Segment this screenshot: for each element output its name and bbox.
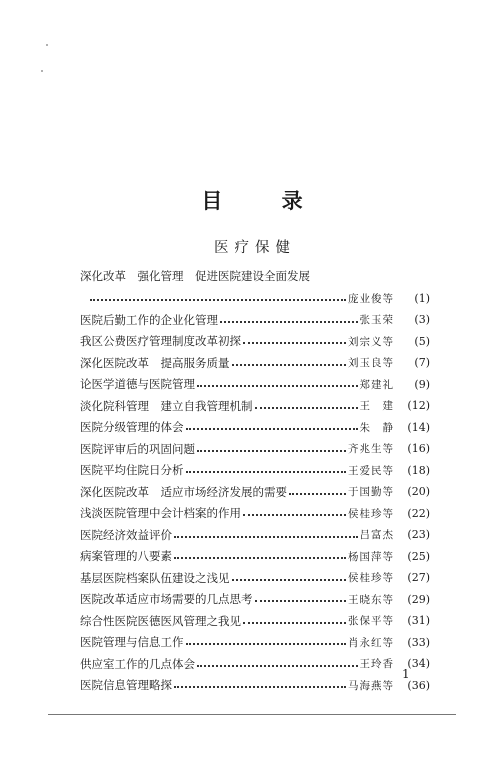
- toc-entry: [80, 546, 430, 568]
- dot-leader: [232, 579, 347, 581]
- toc-entry-title: 深化改革 强化管理 促进医院建设全面发展: [80, 269, 310, 283]
- toc-entry-author: 侯桂珍等: [348, 507, 394, 520]
- toc-entry-page: (34): [407, 657, 430, 671]
- dot-leader: [243, 342, 346, 344]
- toc-entry-author: 王玲香: [359, 658, 394, 671]
- toc-entry-title: 深化医院改革 提高服务质量: [80, 355, 230, 370]
- toc-entry-author: 王 建: [359, 400, 394, 413]
- toc-entry-title: 淡化院科管理 建立自我管理机制: [80, 398, 253, 413]
- toc-entry-author: 刘玉良等: [348, 357, 394, 370]
- page-title: 目 录: [201, 188, 329, 213]
- dot-leader: [186, 643, 347, 645]
- toc-entry-author: 侯桂珍等: [348, 572, 394, 585]
- toc-entry: [80, 395, 430, 417]
- dot-leader: [220, 321, 358, 323]
- dot-leader: [174, 686, 346, 688]
- toc-entry-page: (20): [407, 485, 430, 499]
- toc-entry: [80, 438, 430, 460]
- toc-entry-title: 医院管理与信息工作: [80, 635, 184, 650]
- dot-leader: [197, 450, 346, 452]
- toc-entry-author: 吕富杰: [359, 529, 394, 542]
- toc-entry-page: (7): [414, 356, 430, 370]
- toc-entry-title: 供应室工作的几点体会: [80, 656, 195, 671]
- dot-leader: [197, 385, 358, 387]
- toc-entry-title: 基层医院档案队伍建设之浅见: [80, 570, 230, 585]
- toc-entry-title: 医院评审后的巩固问题: [80, 441, 195, 456]
- toc-entry: [80, 460, 430, 482]
- toc-entry: [80, 266, 430, 309]
- toc-entry-page: (1): [414, 291, 430, 305]
- toc-entry: [80, 352, 430, 374]
- toc-entry-page: (23): [407, 528, 430, 542]
- toc-entry-author: 庞业俊等: [348, 292, 394, 305]
- toc-entry: [80, 589, 430, 611]
- dot-leader: [197, 665, 358, 667]
- toc-entry-page: (9): [414, 377, 430, 391]
- dot-leader: [186, 428, 358, 430]
- dot-leader: [174, 536, 358, 538]
- toc-entry-page: (29): [407, 592, 430, 606]
- toc-entry-page: (36): [407, 678, 430, 692]
- dot-leader: [243, 514, 346, 516]
- toc-entry-page: (27): [407, 571, 430, 585]
- page-number: 1: [402, 667, 410, 681]
- toc-entry-title: 医院平均住院日分析: [80, 463, 184, 478]
- dot-leader: [255, 600, 347, 602]
- toc-entry-page: (3): [414, 313, 430, 327]
- scan-speck: [41, 70, 43, 72]
- section-heading: 医疗保健: [214, 240, 296, 256]
- dot-leader: [90, 299, 346, 301]
- toc-entry-page: (22): [407, 506, 430, 520]
- dot-leader: [232, 364, 347, 366]
- toc-entry-page: (18): [407, 463, 430, 477]
- toc-entry-page: (31): [407, 614, 430, 628]
- toc-entry-title: 深化医院改革 适应市场经济发展的需要: [80, 484, 287, 499]
- toc-entry-page: (14): [407, 420, 430, 434]
- toc-entry-title: 医院经济效益评价: [80, 527, 172, 542]
- scan-speck: [46, 44, 48, 46]
- toc-entry-title: 论医学道德与医院管理: [80, 377, 195, 392]
- toc-entry: [80, 524, 430, 546]
- table-of-contents: [80, 266, 430, 696]
- toc-entry-author: 于国勤等: [348, 486, 394, 499]
- toc-entry-author: 朱 静: [359, 421, 394, 434]
- toc-entry: [80, 374, 430, 396]
- toc-entry-title: 医院改革适应市场需要的几点思考: [80, 592, 253, 607]
- toc-entry-title: 浅淡医院管理中会计档案的作用: [80, 506, 241, 521]
- toc-entry-author: 张玉荣: [359, 314, 394, 327]
- toc-entry: [80, 675, 430, 697]
- toc-entry: [80, 503, 430, 525]
- dot-leader: [255, 407, 358, 409]
- toc-entry-title: 我区公费医疗管理制度改革初探: [80, 334, 241, 349]
- dot-leader: [289, 493, 346, 495]
- toc-entry-author: 王晓东等: [348, 593, 394, 606]
- bottom-rule: [48, 714, 456, 715]
- toc-entry-page: (16): [407, 442, 430, 456]
- toc-entry-title: 医院后勤工作的企业化管理: [80, 312, 218, 327]
- toc-entry-title: 医院分级管理的体会: [80, 420, 184, 435]
- toc-entry-author: 王爱民等: [348, 464, 394, 477]
- toc-entry-page: (33): [407, 635, 430, 649]
- toc-entry: [80, 632, 430, 654]
- toc-entry-author: 郑建礼: [359, 378, 394, 391]
- toc-entry-author: 杨国萍等: [348, 550, 394, 563]
- toc-entry: [80, 610, 430, 632]
- toc-entry-title: 综合性医院医德医风管理之我见: [80, 613, 241, 628]
- dot-leader: [243, 622, 346, 624]
- toc-entry: [80, 417, 430, 439]
- dot-leader: [174, 557, 346, 559]
- toc-entry: [80, 331, 430, 353]
- toc-entry: [80, 481, 430, 503]
- toc-entry-title: 病案管理的八要素: [80, 549, 172, 564]
- toc-entry-author: 肖永红等: [348, 636, 394, 649]
- toc-entry-page: (25): [407, 549, 430, 563]
- toc-entry-author: 马海燕等: [348, 679, 394, 692]
- toc-entry: [80, 309, 430, 331]
- toc-entry: [80, 653, 430, 675]
- toc-entry: [80, 567, 430, 589]
- toc-entry-author: 刘宗义等: [348, 335, 394, 348]
- toc-entry-page: (12): [407, 399, 430, 413]
- toc-entry-title: 医院信息管理略探: [80, 678, 172, 693]
- toc-entry-author: 张保平等: [348, 615, 394, 628]
- toc-entry-author: 齐兆生等: [348, 443, 394, 456]
- dot-leader: [186, 471, 347, 473]
- toc-entry-page: (5): [414, 334, 430, 348]
